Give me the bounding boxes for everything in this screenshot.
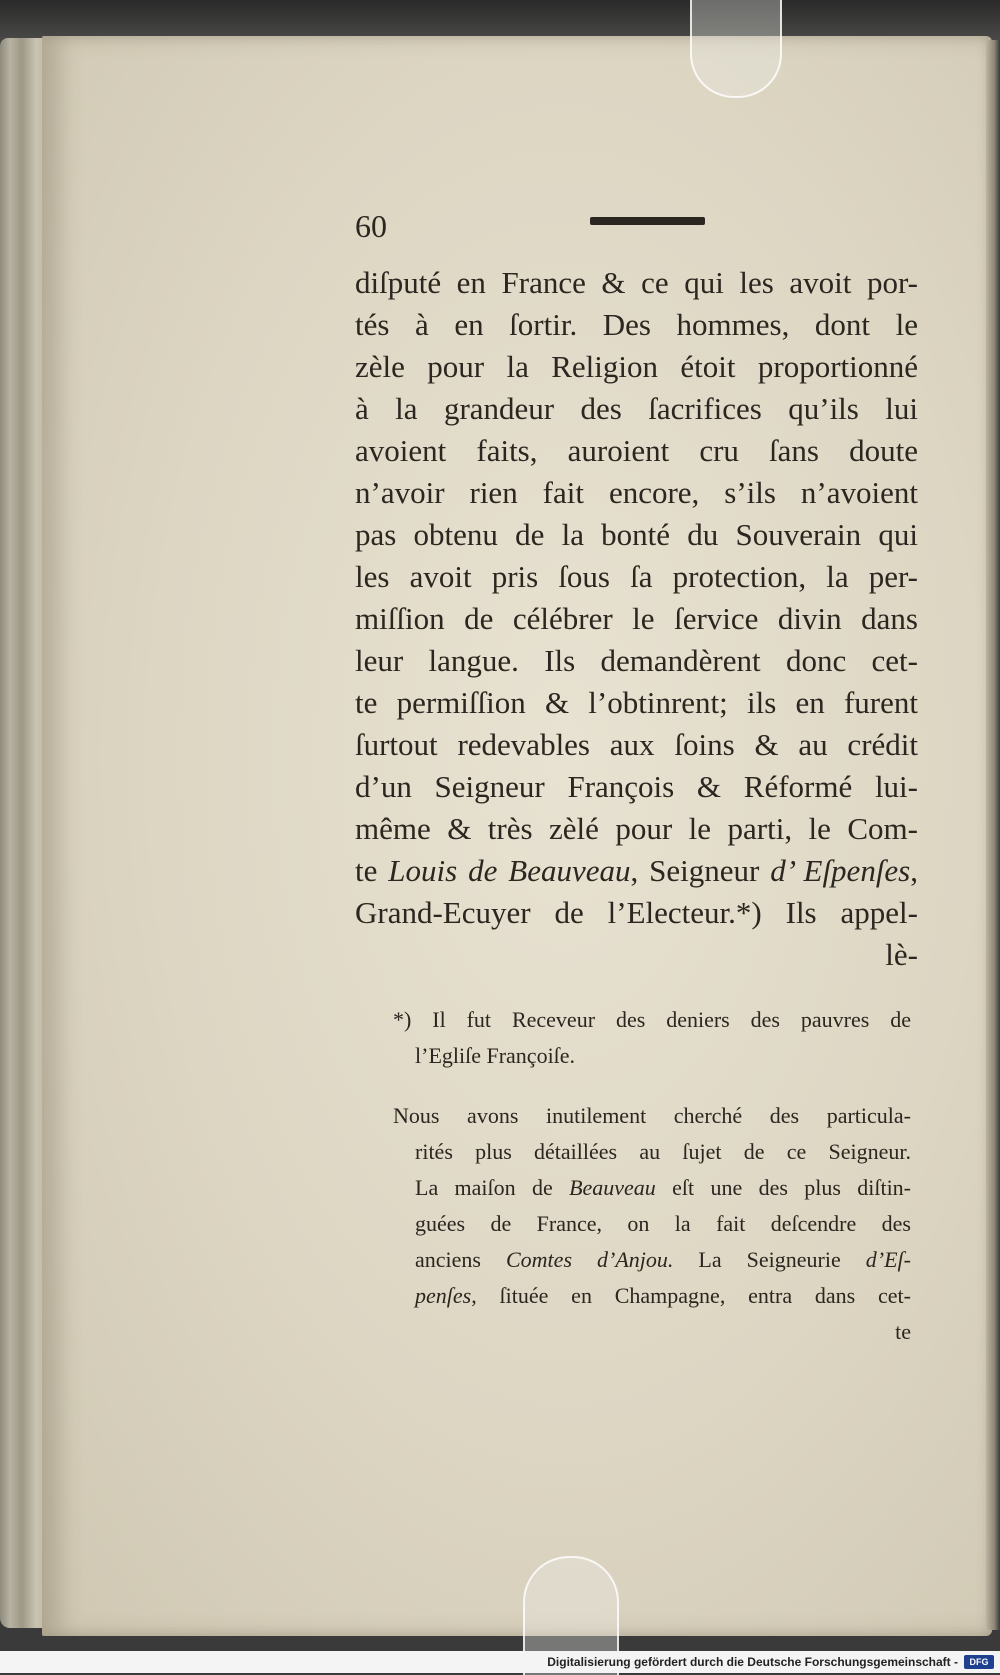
italic-name: d’ Eſpenſes <box>770 853 911 888</box>
credit-text: Digitalisierung gefördert durch die Deutsche Forschungsgemeinschaft - <box>547 1655 958 1669</box>
text-line: pas obtenu de la bonté du Souverain qui <box>355 517 918 552</box>
footnote-line: guées de France, on la fait deſcendre des <box>415 1211 911 1236</box>
footnote-line: rités plus détaillées au ſujet de ce Seigneur. <box>415 1139 911 1164</box>
footnote-line: *) Il fut Receveur des deniers des pauvres de <box>393 1007 911 1032</box>
footnote-line <box>393 1242 911 1278</box>
text-line: tés à en ſortir. Des hommes, dont le <box>355 307 918 342</box>
page-number: 60 <box>355 208 387 244</box>
text-line: ſurtout redevables aux ſoins & au crédit <box>355 727 918 762</box>
text-line: à la grandeur des ſacrifices qu’ils lui <box>355 391 918 426</box>
text-line: miſſion de célébrer le ſervice divin dans <box>355 601 918 636</box>
text-line: d’un Seigneur François & Réformé lui- <box>355 769 918 804</box>
italic-name: Louis de Beauveau <box>388 853 631 888</box>
text-fragment: anciens <box>415 1247 506 1272</box>
footnotes <box>393 1002 911 1350</box>
catchword: te <box>895 1319 911 1344</box>
text-fragment: , ſituée en Champagne, entra dans cet- <box>471 1283 911 1308</box>
footnote-line: l’Egliſe Françoiſe. <box>415 1043 576 1068</box>
main-text <box>355 262 918 976</box>
italic-name: d’Eſ- <box>865 1247 911 1272</box>
text-line: leur langue. Ils demandèrent donc cet- <box>355 643 918 678</box>
text-line: les avoit pris ſous ſa protection, la per- <box>355 559 918 594</box>
catchword: lè- <box>885 937 918 972</box>
text-line: zèle pour la Religion étoit proportionné <box>355 349 918 384</box>
text-fragment: La Seigneurie <box>673 1247 866 1272</box>
text-fragment: La maiſon de <box>415 1175 570 1200</box>
text-fragment: , <box>910 853 918 888</box>
italic-name: penſes <box>415 1283 472 1308</box>
text-fragment: te <box>355 853 389 888</box>
text-line: Grand-Ecuyer de l’Electeur.*) Ils appel- <box>355 895 918 930</box>
footnote-line: Nous avons inutilement cherché des particula- <box>393 1103 911 1128</box>
text-line: avoient faits, auroient cru ſans doute <box>355 433 918 468</box>
footnote-line <box>393 1278 911 1314</box>
footnote-note <box>393 1098 911 1350</box>
text-line: n’avoir rien fait encore, s’ils n’avoient <box>355 475 918 510</box>
credit-bar <box>0 1651 1000 1673</box>
text-fragment: , Seigneur <box>630 853 771 888</box>
italic-name: Beauveau <box>569 1175 656 1200</box>
text-line: te permiſſion & l’obtinrent; ils en furent <box>355 685 918 720</box>
text-line <box>355 850 918 892</box>
italic-name: Comtes d’Anjou. <box>506 1247 674 1272</box>
text-line: même & très zèlé pour le parti, le Com- <box>355 811 918 846</box>
text-fragment: eſt une des plus diſtin- <box>655 1175 912 1200</box>
page-right-edge <box>986 40 1000 1630</box>
text-line: diſputé en France & ce qui les avoit por- <box>355 265 918 300</box>
top-clip <box>690 0 782 98</box>
header-rule <box>590 217 705 225</box>
dfg-logo-icon: DFG <box>964 1655 994 1669</box>
footnote-line <box>393 1170 911 1206</box>
